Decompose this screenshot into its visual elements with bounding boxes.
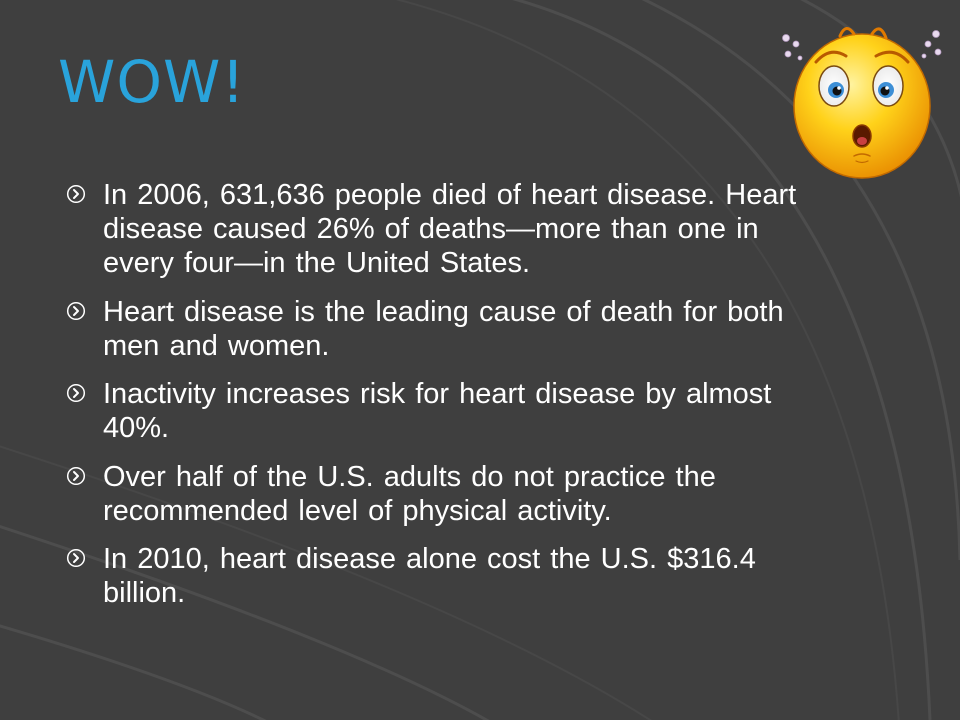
bullet-item — [66, 178, 826, 281]
surprised-face-emoji — [776, 24, 948, 182]
bullet-text: In 2006, 631,636 people died of heart disease. Heart disease caused 26% of deaths—more than one in every four—in the United States. — [103, 179, 797, 280]
bullet-text: Over half of the U.S. adults do not practice the recommended level of physical activity. — [103, 460, 716, 527]
slide-title: WOW! — [58, 48, 246, 116]
sparkle-left-icon — [783, 35, 803, 61]
bullet-item — [66, 542, 826, 610]
circled-chevron-right-icon — [66, 383, 86, 403]
bullet-item — [66, 377, 826, 445]
circled-chevron-right-icon — [66, 301, 86, 321]
bullet-item — [66, 460, 826, 528]
circled-chevron-right-icon — [66, 184, 86, 204]
sparkle-right-icon — [922, 31, 941, 59]
bullet-text: Inactivity increases risk for heart disease by almost 40%. — [103, 378, 772, 445]
bullet-text: In 2010, heart disease alone cost the U.S. $316.4 billion. — [103, 542, 756, 610]
circled-chevron-right-icon — [66, 548, 86, 568]
circled-chevron-right-icon — [66, 466, 86, 486]
bullet-text: Heart disease is the leading cause of death for both men and women. — [103, 295, 784, 362]
bullet-list — [66, 178, 826, 624]
bullet-item — [66, 295, 826, 363]
